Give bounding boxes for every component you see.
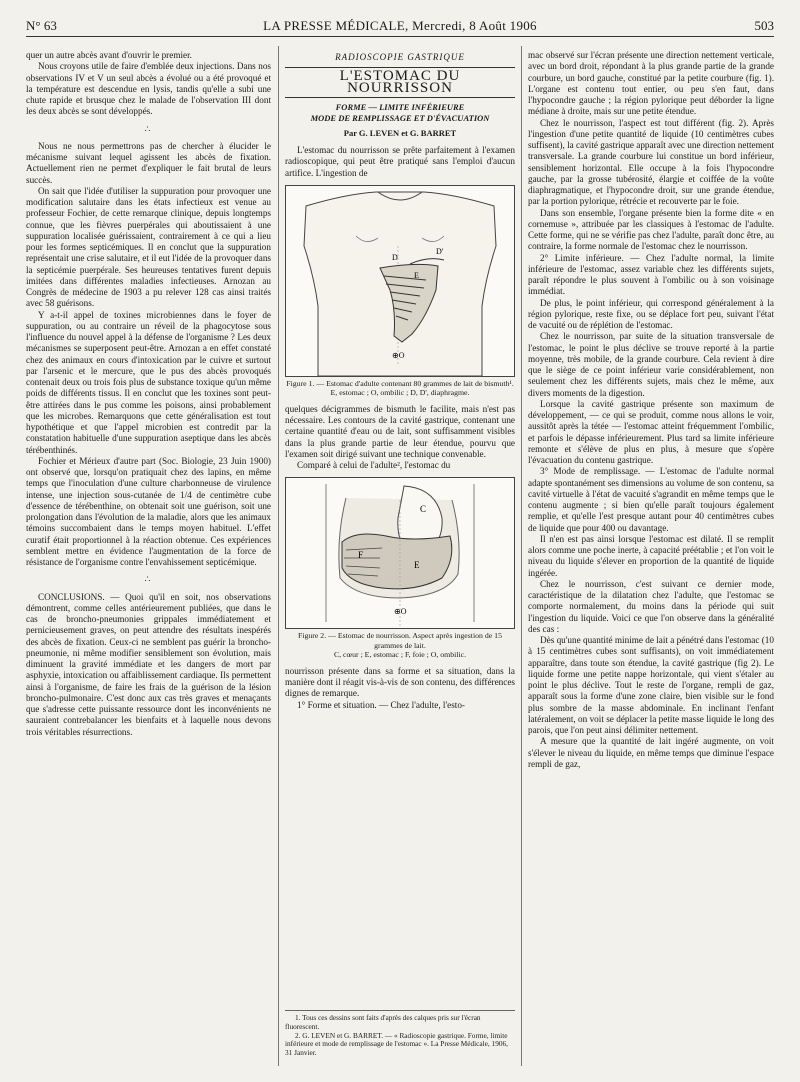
paragraph: Nous croyons utile de faire d'emblée deux injections. Dans nos observations IV et V un seul abcès a évolué ou a été provoqué et la température est descendue en lysis, tandis qu'elle a subi une chute rapide et brusque chez le malade de l'observation III dont les deux abcès se sont développés. (26, 61, 271, 117)
paragraph: 2° Limite inférieure. — Chez l'adulte normal, la limite inférieure de l'estomac, assez variable chez les différents sujets, paraît répondre le plus souvent à l'ombilic ou à son voisinage immédiat. (528, 252, 774, 297)
figure-1-caption (285, 379, 515, 398)
label-o: ⊕O (394, 607, 407, 617)
footnote: 1. Tous ces dessins sont faits d'après des calques pris sur l'écran fluorescent. (285, 1013, 481, 1031)
paragraph: Il n'en est pas ainsi lorsque l'estomac est dilaté. Il se remplit alors comme une poche inerte, à capacité préétablie ; et l'on voit le niveau du liquide s'élever en proportion de la quantité de liquide ingérée. (528, 533, 774, 578)
paragraph: mac observé sur l'écran présente une direction nettement verticale, avec un bord droit, répondant à la plus grande partie de la grande courbure, un bord gauche, constitué par la petite courbure (fig. 1). L'organe est contenu tout entier, ou peu s'en faut, dans l'hypocondre gauche ; la région pylorique peut déborder la ligne médiane à droite, mais sur une petite étendue. (528, 50, 774, 117)
right-column (528, 50, 774, 1070)
infant-stomach-illustration (286, 478, 514, 628)
footnotes (285, 1010, 515, 1058)
label-f: F (358, 550, 364, 561)
caption-line: C, cœur ; E, estomac ; F, foie ; O, ombilic. (333, 650, 467, 660)
running-title: LA PRESSE MÉDICALE, Mercredi, 8 Août 1906 (263, 18, 537, 33)
article-header (285, 52, 515, 139)
paragraph: 1° Forme et situation. — Chez l'adulte, l'esto- (297, 699, 465, 710)
paragraph: A mesure que la quantité de lait ingéré augmente, on voit s'élever le niveau du liquide, en même temps que diminue l'espace rempli de gaz, (528, 736, 774, 769)
section-separator: ∴ (144, 574, 153, 585)
paragraph: De plus, le point inférieur, qui correspond généralement à la région pylorique, reste fixe, ou se déplace fort peu, suivant l'état de vacuité ou de réplétion de l'estomac. (528, 297, 774, 330)
figure-2 (285, 477, 515, 629)
paragraph: Dans son ensemble, l'organe présente bien la forme dite « en cornemuse », attribuée par les classiques à l'estomac de l'adulte. Cette forme, qui ne se vérifie pas chez l'adulte, paraît donc être, au contraire, la forme normale de l'estomac chez le nourrisson. (528, 207, 774, 252)
adult-torso-illustration (286, 186, 514, 376)
article-title: L'ESTOMAC DU NOURRISSON (285, 67, 515, 98)
paragraph: Comparé à celui de l'adulte², l'estomac du (297, 460, 451, 470)
label-d-prime: D' (436, 246, 444, 256)
paragraph: 3° Mode de remplissage. — L'estomac de l'adulte normal adapte spontanément ses dimensions au volume de son contenu, sa cavité virtuelle à l'état de vacuité s'agrandit en même temps que le contenu augmente ; si bien qu'elle paraît toujours également remplie, et qu'elle l'est presque autant pour 40 centimètres cubes de liquide que pour 400 ou davantage. (528, 466, 774, 533)
page-number: 503 (754, 18, 774, 33)
section-separator: ∴ (144, 123, 153, 134)
footnote: 2. G. LEVEN et G. BARRET. — « Radioscopie gastrique. Forme, limite inférieure et mode de remplissage de l'estomac ». La Presse Médicale, 1906, 31 Janvier. (285, 1030, 508, 1058)
label-e: E (414, 270, 419, 280)
caption-line: Figure 2. — Estomac de nourrisson. Aspect après ingestion de 15 grammes de lait. (298, 631, 502, 650)
section-kicker: RADIOSCOPIE GASTRIQUE (335, 52, 465, 62)
page-header (26, 18, 774, 37)
figure-2-caption (285, 631, 515, 660)
article-subtitle: FORME — LIMITE INFÉRIEURE (335, 101, 465, 112)
issue-number: N° 63 (26, 18, 57, 33)
paragraph: Chez le nourrisson, l'aspect est tout différent (fig. 2). Après l'ingestion d'une petite quantité de liquide (10 centimètres cubes suffisent), la cavité gastrique apparaît avec une direction nettement transversale. La grande courbure lui constitue un bord inférieur, sensiblement horizontal. Elle occupe à la fois l'hypocondre gauche, par la grosse tubérosité, élargie et coiffée de la voûte diaphragmatique, et l'hypocondre droit, sur une grande étendue, par la portion pylorique, rétrécie et recouverte par le foie. (528, 117, 774, 207)
paragraph: Nous ne nous permettrons pas de chercher à élucider le mécanisme suivant lequel agissent les abcès de fixation. Actuellement rien ne permet d'expliquer le fait brutal de leurs succès. (26, 140, 271, 185)
paragraph: quer un autre abcès avant d'ouvrir le premier. (26, 50, 192, 60)
paragraph: nourrisson présente dans sa forme et sa situation, dans la manière dont il réagit vis-à-vis de son contenu, des différences dignes de remarque. (285, 665, 515, 699)
paragraph: L'estomac du nourrisson se prête parfaitement à l'examen radioscopique, qui peut être pratiqué sans l'emploi d'aucun artifice. L'ingestion de (285, 145, 515, 178)
paragraph: Fochier et Mérieux d'autre part (Soc. Biologie, 23 Juin 1900) ont observé que, lorsqu'on pratiquait chez des lapins, en même temps que l'inoculation d'une culture charbonneuse de virulence intense, une injection sous-cutanée de 1/4 de centimètre cube d'essence de térébenthine, on obtenait soit une guérison, soit une prolongation dans l'évolution de la maladie, alors que les animaux témoins succombaient dans le temps moyen habituel. L'effet curatif était proportionnel à la réaction obtenue. Ces expériences semblent mettre en évidence l'augmentation de la force de résistance de l'organisme contre l'envahissement septicémique. (26, 455, 271, 567)
figure-1 (285, 185, 515, 377)
paragraph: Lorsque la cavité gastrique présente son maximum de développement, — ce qui se produit, comme nous allons le voir, aussitôt après la tétée — l'estomac atteint fréquemment l'ombilic, et parfois le dépasse inférieurement. Plus tard sa limite inférieure remonte et s'élève de plus en plus, à mesure que s'opère l'évacuation du contenu gastrique. (528, 398, 774, 465)
column-rule (278, 46, 279, 1066)
paragraph: On sait que l'idée d'utiliser la suppuration pour provoquer une modification salutaire dans les états infectieux est venue au professeur Fochier, de cette remarque clinique, depuis longtemps connue, que les fièvres puerpérales qui aboutissaient à une suppuration localisée guérissaient, contrairement à ce qui a lieu pour les formes septicémiques. Il en conclut que la suppuration représentait une crise salutaire, et il eut l'idée de la provoquer dans la septicémie puerpérale. Ses heureuses tentatives furent depuis imitées dans différentes maladies infectieuses. Arnozan au Congrès de médecine de 1903 a pu relever 128 cas ainsi traités avec 58 guérisons. (26, 185, 271, 309)
paragraph: Y a-t-il appel de toxines microbiennes dans le foyer de suppuration, ou au contraire un réveil de la phagocytose sous l'influence du nouvel appel à la défense de l'organisme ? Les deux mécanismes se superposent peut-être. Arnozan a en effet constaté chez des animaux en cours d'intoxication par le cuivre et surtout par l'arsenic et le mercure, que le pus des abcès provoqués contenait deux ou trois fois plus de substance toxique qu'un même poids de différents tissus. Il en conclut que les toxines sont peut-être attirées dans le pus comme les poisons, ainsi probablement que les microbes. Remarquons que cette généralisation est tout hypothétique et que l'appel microbien est contredit par la constatation habituelle d'une suppuration aseptique dans les abcès térébenthinés. (26, 309, 271, 455)
paragraph: Chez le nourrisson, par suite de la situation transversale de l'estomac, le point le plus déclive se trouve reporté à la partie moyenne, très mobile, de la grande courbure. Cela revient à dire que le siège de ce point inférieur varie considérablement, non seulement chez les différents sujets, mais chez le même, aux divers moments de la digestion. (528, 331, 774, 398)
article-authors: Par G. LEVEN et G. BARRET (343, 127, 457, 138)
middle-column (285, 50, 515, 1070)
label-o: ⊕O (392, 350, 405, 360)
label-d: D (392, 252, 398, 262)
label-c: C (420, 504, 427, 515)
column-rule (521, 46, 522, 1066)
caption-line: Figure 1. — Estomac d'adulte contenant 80 grammes de lait de bismuth¹. (286, 378, 514, 388)
article-subtitle: MODE DE REMPLISSAGE ET D'ÉVACUATION (310, 112, 490, 123)
label-e: E (414, 560, 420, 571)
left-column (26, 50, 271, 1070)
paragraph: Dès qu'une quantité minime de lait a pénétré dans l'estomac (10 à 15 centimètres cubes sont suffisants), on voit immédiatement apparaître, dans toute son étendue, la cavité gastrique (fig 2). Le liquide forme une petite nappe horizontale, qui vient s'étaler au point le plus déclive. Tout le reste de l'organe, rempli de gaz, apparaît sous la forme d'une zone claire, bien visible sur le fond plus sombre de la masse abdominale. En inclinant l'enfant latéralement, on voit se déplacer la petite masse liquide le long des parois, que l'on peut ainsi délimiter nettement. (528, 635, 774, 735)
caption-line: E, estomac ; O, ombilic ; D, D', diaphragme. (330, 388, 470, 398)
paragraph: Chez le nourrisson, c'est suivant ce dernier mode, caractéristique de la dilatation chez l'adulte, que l'estomac se comporte normalement, du moins dans la période qui suit l'ingestion du liquide. Voici ce que l'on observe dans la généralité des cas : (528, 578, 774, 634)
paragraph: quelques décigrammes de bismuth le facilite, mais n'est pas nécessaire. Les contours de la cavité gastrique, contenant une certaine quantité d'eau ou de lait, sont suffisamment visibles dans la plus grande partie de leur étendue, pourvu que l'examen soit dirigé suivant une technique convenable. (285, 403, 515, 459)
conclusions-paragraph: CONCLUSIONS. — Quoi qu'il en soit, nos observations démontrent, comme celles antérieurement publiées, que dans le cas de broncho-pneumonies grippales immédiatement et pernicieusement graves, on peut attendre des résultats inespérés des abcès de fixation. Ceux-ci ne semblent pas guérir la broncho-pneumonie, ni même modifier sensiblement son évolution, mais diminuent la gravité immédiate et les dangers de mort par asphyxie, intoxication ou affaiblissement cardiaque. Ils permettent ainsi à l'organisme, de faire les frais de la guérison de la lésion broncho-pulmonaire. C'est donc aux cas très graves et menaçants que s'adresse cette puissante ressource dont les inconvénients ne sauraient contrebalancer les bienfaits et à laquelle nous devons trois véritables résurrections. (26, 591, 271, 737)
